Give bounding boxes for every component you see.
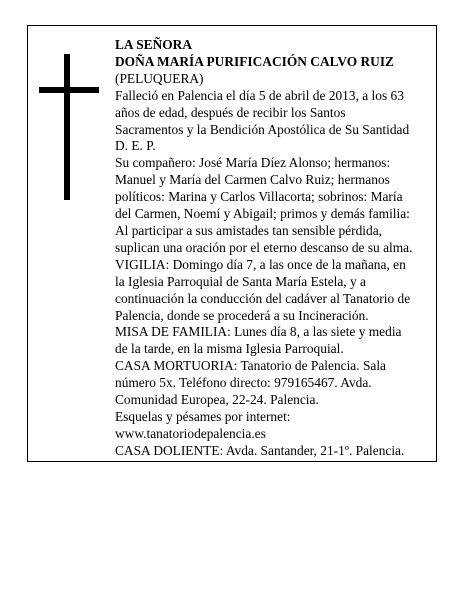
deceased-profession: (PELUQUERA) [115, 70, 204, 86]
text-line-8: del Carmen, Noemí y Abigail; primos y demás familia: [115, 206, 410, 222]
text-line-12: la Iglesia Parroquial de Santa María Estela, y a [115, 273, 366, 289]
obituary-text [115, 37, 432, 460]
text-line-6: Manuel y María del Carmen Calvo Ruiz; hermanos [115, 172, 390, 188]
text-line-7: políticos: Marina y Carlos Villacorta; sobrinos: María [115, 189, 403, 205]
cross-horizontal-bar [39, 87, 99, 93]
text-line-17: CASA MORTUORIA: Tanatorio de Palencia. Sala [115, 358, 386, 374]
text-line-9: Al participar a sus amistades tan sensible pérdida, [115, 222, 382, 238]
text-line-15: MISA DE FAMILIA: Lunes día 8, a las siete y media [115, 324, 402, 340]
text-line-18: número 5x. Teléfono directo: 979165467. Avda. [115, 375, 372, 391]
text-line-10: suplican una oración por el eterno descanso de su alma. [115, 239, 413, 255]
text-line-1: Falleció en Palencia el día 5 de abril de 2013, a los 63 [115, 87, 404, 103]
text-line-3: Sacramentos y la Bendición Apostólica de Su Santidad [115, 121, 410, 137]
text-line-19: Comunidad Europea, 22-24. Palencia. [115, 392, 319, 408]
text-line-13: continuación la conducción del cadáver al Tanatorio de [115, 290, 411, 306]
deceased-name: DOÑA MARÍA PURIFICACIÓN CALVO RUIZ [115, 53, 394, 69]
text-line-11: VIGILIA: Domingo día 7, a las once de la mañana, en [115, 256, 406, 272]
cross-vertical-bar [64, 54, 70, 200]
text-line-22: CASA DOLIENTE: Avda. Santander, 21-1º. Palencia. [115, 442, 405, 458]
text-line-20: Esquelas y pésames por internet: [115, 408, 291, 424]
text-line-16: de la tarde, en la misma Iglesia Parroquial. [115, 341, 344, 357]
text-line-14: Palencia, donde se procederá a su Incineración. [115, 307, 369, 323]
notice-title: LA SEÑORA [115, 37, 193, 52]
website-link-text: www.tanatoriodepalencia.es [115, 425, 266, 441]
text-line-5: Su compañero: José María Díez Alonso; hermanos: [115, 155, 391, 171]
text-line-2: años de edad, después de recibir los Santos [115, 104, 346, 120]
text-line-4: D. E. P. [115, 138, 156, 154]
